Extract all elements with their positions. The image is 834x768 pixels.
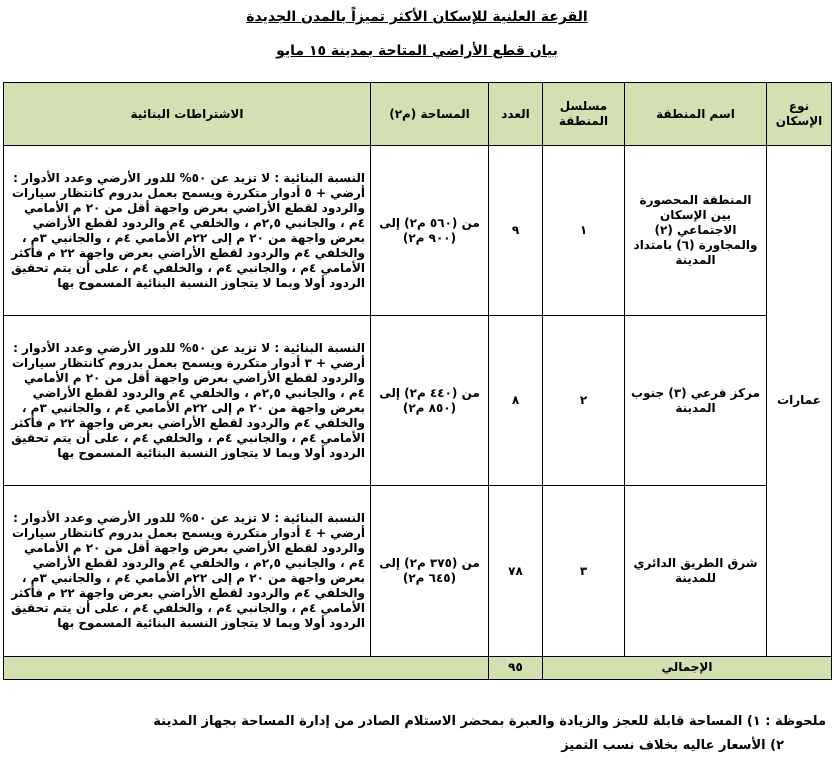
area-cell: من (٤٤٠ م٢) إلى (٨٥٠ م٢) (371, 316, 489, 486)
area-cell: من (٥٦٠ م٢) إلى (٩٠٠ م٢) (371, 146, 489, 316)
total-empty-cell (4, 656, 489, 679)
total-row (4, 656, 832, 679)
conditions-cell: النسبة البنائية : لا تزيد عن ٥٠% للدور الأرضي وعدد الأدوار : أرضي + ٣ أدوار متكررة ويسمح بعمل بدروم كانتظار سيارات والردود لقطع الأراضي بعرض واجهة أقل من ٢٠ م الأمامي ٤م ، والجانبي ٢,٥م ، والخلفي ٤م والردود لقطع الأراضي بعرض واجهة من ٢٠ م إلى ٢٢م الأمامي ٤م ، والجانبي ٣م ، والخلفي ٤م والردود لقطع الأراضي بعرض واجهة ٢٢ م فأكثر الأمامي ٤م ، والجانبي ٤م ، والخلفي ٤م ، على أن يتم تحقيق الردود أولا وبما لا يتجاوز النسبة البنائية المسموح بها (4, 316, 371, 486)
region-name-cell: مركز فرعي (٣) جنوب المدينة (625, 316, 767, 486)
region-name-cell: المنطقة المحصورة بين الإسكان الاجتماعي (٢) والمجاورة (٦) بامتداد المدينة (625, 146, 767, 316)
table-header-row (4, 83, 832, 146)
table-row (4, 486, 832, 656)
land-plots-table (3, 82, 832, 680)
region-serial-cell: ٢ (543, 316, 625, 486)
note-line-1: ملحوظة : ١) المساحة قابلة للعجز والزيادة والعبرة بمحضر الاستلام الصادر من إدارة المساحة بجهاز المدينة (153, 714, 826, 729)
header-conditions: الاشتراطات البنائية (4, 83, 371, 146)
count-cell: ٨ (489, 316, 543, 486)
total-value: ٩٥ (489, 656, 543, 679)
region-serial-cell: ١ (543, 146, 625, 316)
header-region-name: اسم المنطقة (625, 83, 767, 146)
region-serial-cell: ٣ (543, 486, 625, 656)
sub-title: بيان قطع الأراضي المتاحة بمدينة ١٥ مايو (276, 43, 558, 59)
area-cell: من (٣٧٥ م٢) إلى (٦٤٥ م٢) (371, 486, 489, 656)
count-cell: ٧٨ (489, 486, 543, 656)
header-area: المساحة (م٢) (371, 83, 489, 146)
region-name-cell: شرق الطريق الدائري للمدينة (625, 486, 767, 656)
table-row (4, 146, 832, 316)
conditions-cell: النسبة البنائية : لا تزيد عن ٥٠% للدور الأرضي وعدد الأدوار : أرضي + ٥ أدوار متكررة ويسمح بعمل بدروم كانتظار سيارات والردود لقطع الأراضي بعرض واجهة أقل من ٢٠ م الأمامي ٤م ، والجانبي ٢,٥م ، والخلفي ٤م والردود لقطع الأراضي بعرض واجهة من ٢٠ م إلى ٢٢م الأمامي ٤م ، والجانبي ٣م ، والخلفي ٤م والردود لقطع الأراضي بعرض واجهة ٢٢ م فأكثر الأمامي ٤م ، والجانبي ٤م ، والخلفي ٤م ، على أن يتم تحقيق الردود أولا وبما لا يتجاوز النسبة البنائية المسموح بها (4, 146, 371, 316)
notes (0, 714, 834, 762)
conditions-cell: النسبة البنائية : لا تزيد عن ٥٠% للدور الأرضي وعدد الأدوار : أرضي + ٤ أدوار متكررة ويسمح بعمل بدروم كانتظار سيارات والردود لقطع الأراضي بعرض واجهة أقل من ٢٠ م الأمامي ٤م ، والجانبي ٢,٥م ، والخلفي ٤م والردود لقطع الأراضي بعرض واجهة من ٢٠ م إلى ٢٢م الأمامي ٤م ، والجانبي ٣م ، والخلفي ٤م والردود لقطع الأراضي بعرض واجهة ٢٢ م فأكثر الأمامي ٤م ، والجانبي ٤م ، والخلفي ٤م ، على أن يتم تحقيق الردود أولا وبما لا يتجاوز النسبة البنائية المسموح بها (4, 486, 371, 656)
total-label: الإجمالي (543, 656, 832, 679)
note-line-2: ٢) الأسعار عاليه بخلاف نسب التميز (561, 738, 784, 753)
header-housing-type: نوع الإسكان (767, 83, 832, 146)
header-count: العدد (489, 83, 543, 146)
housing-type-cell: عمارات (767, 146, 832, 657)
header-region-serial: مسلسل المنطقة (543, 83, 625, 146)
count-cell: ٩ (489, 146, 543, 316)
main-title: القرعة العلنية للإسكان الأكثر تميزاً بالمدن الجديدة (246, 9, 588, 25)
table-row (4, 316, 832, 486)
